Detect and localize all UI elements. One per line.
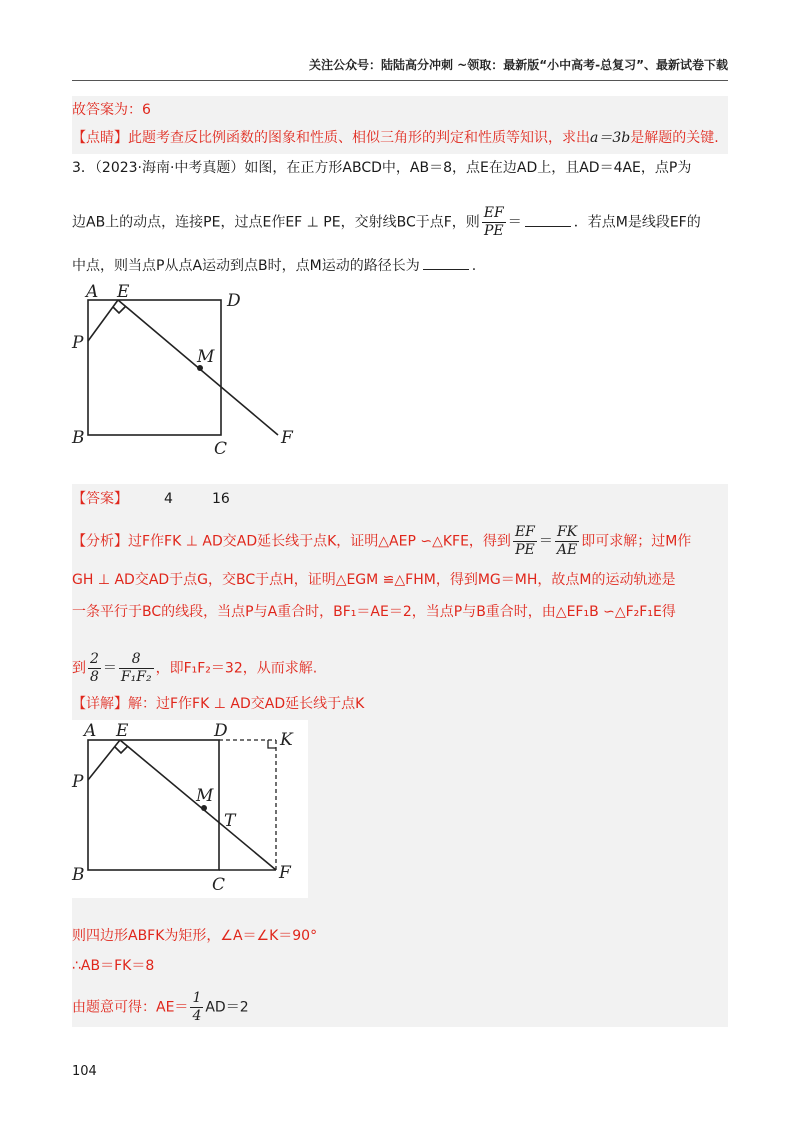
step-line-1: 则四边形ABFK为矩形，∠A＝∠K＝90°: [72, 928, 318, 944]
label-a: A: [86, 282, 99, 302]
detail-tag: 【详解】: [72, 696, 128, 712]
fraction-denominator: PE: [515, 542, 535, 558]
comment-text-a: 此题考查反比例函数的图象和性质、相似三角形的判定和性质等知识，求出: [128, 130, 590, 146]
page-header: 关注公众号：陆陆高分冲刺 ~领取：最新版“小中高考-总复习”、最新试卷下载: [309, 58, 728, 72]
answer-line: [72, 489, 230, 509]
answer-tag: 【答案】: [72, 491, 128, 507]
label-m: M: [196, 786, 214, 806]
label-f: F: [281, 428, 293, 448]
comment-tag: 【点睛】: [72, 130, 128, 146]
problem-line-2b: ＝: [507, 214, 522, 231]
label-f: F: [279, 863, 291, 883]
problem-line-2c: ．若点M是线段EF的: [573, 214, 701, 231]
label-p: P: [72, 333, 84, 353]
detail-line: [72, 694, 364, 714]
comment-math: a＝3b: [590, 130, 631, 146]
problem-line-2: [72, 205, 701, 240]
fraction-numerator: EF: [514, 524, 535, 540]
analysis-line-1: [72, 524, 691, 559]
label-b: B: [72, 865, 85, 885]
figure-background: [68, 720, 308, 898]
fraction-denominator: AE: [556, 542, 578, 558]
answer-blank-2: [423, 269, 469, 270]
fraction-denominator: 4: [192, 1008, 202, 1024]
label-p: P: [72, 772, 84, 792]
label-b: B: [72, 428, 85, 448]
analysis-line-2: GH ⊥ AD交AD于点G，交BC于点H，证明△EGM ≌△FHM，得到MG＝MH，故点M的运动轨迹是: [72, 572, 676, 588]
label-m: M: [197, 347, 215, 367]
step-line-3: [72, 990, 249, 1025]
label-t: T: [224, 811, 236, 831]
prev-answer-line: 故答案为：6: [72, 102, 151, 118]
fraction-1-4: [190, 990, 203, 1025]
step-3a: 由题意可得：AE＝: [72, 999, 189, 1016]
analysis-line-4: [72, 651, 317, 686]
analysis-eq-2: ＝: [102, 660, 117, 677]
label-a: A: [84, 721, 97, 741]
problem-line-3a: 中点，则当点P从点A运动到点B时，点M运动的路径长为: [72, 258, 420, 274]
analysis-l4b: ，即F₁F₂＝32，从而求解.: [155, 660, 318, 677]
problem-line-3b: .: [471, 258, 477, 274]
fraction-numerator: 1: [192, 990, 202, 1006]
label-e: E: [116, 721, 129, 741]
label-e: E: [117, 282, 130, 302]
label-k: K: [280, 730, 293, 750]
problem-line-3: [72, 256, 476, 276]
fraction-denominator: PE: [483, 223, 504, 239]
fraction-8-f1f2: [119, 651, 154, 686]
header-rule: [72, 80, 728, 81]
comment-text-b: 是解题的关键.: [630, 130, 719, 146]
segment-pe: [88, 300, 118, 341]
step-3b: AD＝2: [205, 999, 249, 1016]
problem-line-1: 3．（2023·海南·中考真题）如图，在正方形ABCD中，AB＝8，点E在边AD上，且AD＝4AE，点P为: [72, 160, 692, 176]
fraction-ef-pe: [482, 205, 506, 240]
answer-value-2: 16: [212, 491, 230, 507]
fraction-fk-ae: [555, 524, 579, 559]
answer-value-1: 4: [164, 491, 173, 507]
geometry-figure-2: [68, 720, 308, 898]
label-d: D: [227, 291, 241, 311]
fraction-numerator: 8: [119, 651, 154, 669]
fraction-numerator: 2: [90, 651, 99, 667]
analysis-line-3: 一条平行于BC的线段，当点P与A重合时，BF₁＝AE＝2，当点P与B重合时，由△EF₁B ∽△F₂F₁E得: [72, 604, 676, 620]
answer-blank-1: [525, 226, 571, 227]
analysis-tag: 【分析】: [72, 533, 128, 550]
analysis-l1a: 过F作FK ⊥ AD交AD延长线于点K，证明△AEP ∽△KFE，得到: [128, 533, 511, 550]
label-d: D: [214, 721, 228, 741]
fraction-ef-pe-2: [513, 524, 537, 559]
fraction-numerator: FK: [555, 524, 579, 542]
geometry-figure-1: [68, 282, 308, 460]
analysis-l1b: 即可求解；过M作: [581, 533, 692, 550]
fraction-denominator: 8: [90, 669, 99, 685]
label-c: C: [214, 439, 228, 459]
fraction-2-8: [88, 651, 101, 686]
fraction-denominator: F₁F₂: [120, 669, 152, 685]
detail-text: 解：过F作FK ⊥ AD交AD延长线于点K: [128, 696, 365, 712]
fraction-numerator: EF: [483, 205, 504, 221]
page-number: 104: [72, 1064, 97, 1079]
analysis-l4a: 到: [72, 660, 86, 677]
label-c: C: [212, 875, 226, 895]
analysis-eq: ＝: [538, 533, 553, 550]
step-line-2: ∴AB＝FK＝8: [72, 958, 155, 974]
prev-comment-line: [72, 128, 719, 148]
problem-line-2a: 边AB上的动点，连接PE，过点E作EF ⊥ PE，交射线BC于点F，则: [72, 214, 480, 231]
right-angle-mark: [113, 306, 126, 313]
